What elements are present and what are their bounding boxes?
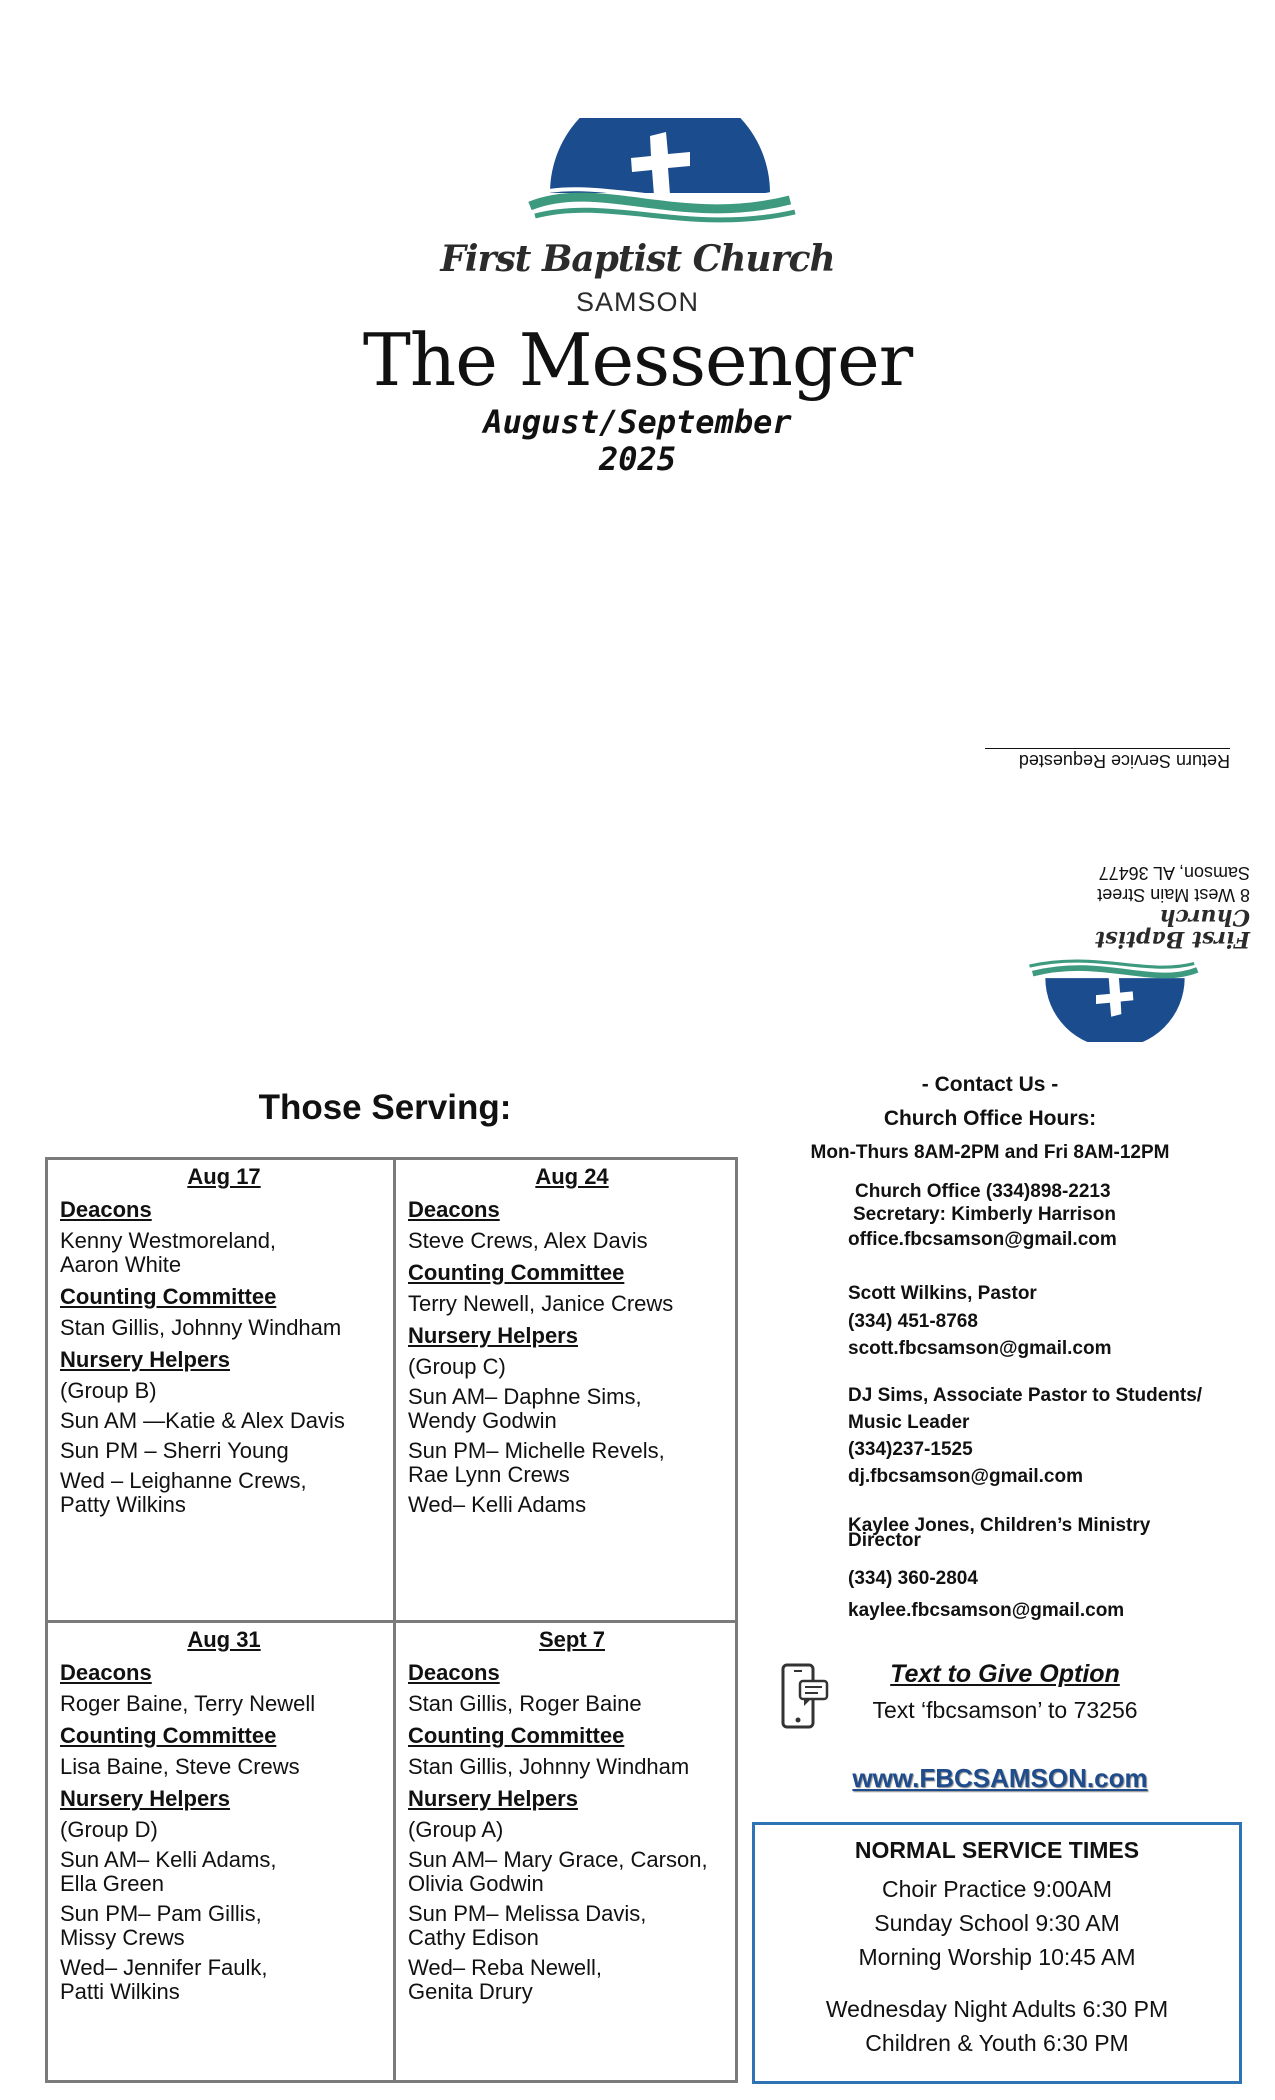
- children-director-title: Kaylee Jones, Children’s Ministry: [848, 1515, 1151, 1536]
- nursery-wed: Wed– Jennifer Faulk, Patti Wilkins: [60, 1955, 268, 2004]
- week-date: Aug 17: [187, 1164, 261, 1189]
- church-logo: [510, 118, 810, 243]
- deacons-names: Stan Gillis, Roger Baine: [408, 1691, 642, 1716]
- office-hours: Mon-Thurs 8AM-2PM and Fri 8AM-12PM: [810, 1142, 1170, 1163]
- pastor-phone: (334) 451-8768: [848, 1311, 978, 1332]
- nursery-sun-pm: Sun PM– Melissa Davis, Cathy Edison: [408, 1901, 647, 1950]
- week-date: Sept 7: [538, 1627, 606, 1652]
- service-line: Sunday School 9:30 AM: [874, 1910, 1120, 1936]
- week-cell-sept-7: [396, 1623, 736, 2004]
- deacons-names: Steve Crews, Alex Davis: [408, 1228, 648, 1253]
- pastor-email[interactable]: scott.fbcsamson@gmail.com: [848, 1338, 1112, 1359]
- office-hours-label: Church Office Hours:: [883, 1107, 1097, 1130]
- nursery-group: (Group B): [60, 1378, 157, 1403]
- pastor-name: Scott Wilkins, Pastor: [848, 1283, 1037, 1304]
- secretary: Secretary: Kimberly Harrison: [853, 1204, 1116, 1225]
- nursery-group: (Group C): [408, 1354, 506, 1379]
- website-link[interactable]: www.FBCSAMSON.com: [852, 1763, 1148, 1793]
- nursery-wed: Wed– Reba Newell, Genita Drury: [408, 1955, 603, 2004]
- newsletter-title: The Messenger: [362, 318, 913, 402]
- nursery-group: (Group A): [408, 1817, 504, 1842]
- service-line: Morning Worship 10:45 AM: [858, 1944, 1136, 1970]
- deacons-label: Deacons: [408, 1660, 500, 1685]
- office-email[interactable]: office.fbcsamson@gmail.com: [848, 1229, 1117, 1250]
- nursery-sun-pm: Sun PM– Pam Gillis, Missy Crews: [60, 1901, 262, 1950]
- nursery-sun-pm: Sun PM – Sherri Young: [60, 1438, 289, 1463]
- return-street: 8 West Main Street: [1097, 885, 1250, 905]
- week-date: Aug 31: [187, 1627, 261, 1652]
- serving-schedule-grid: [45, 1157, 738, 2083]
- text-to-give-title: Text to Give Option: [890, 1660, 1120, 1688]
- nursery-sun-pm: Sun PM– Michelle Revels, Rae Lynn Crews: [408, 1438, 665, 1487]
- phone-message-icon: [780, 1663, 830, 1731]
- contact-heading: - Contact Us -: [921, 1073, 1059, 1096]
- nursery-label: Nursery Helpers: [60, 1786, 230, 1811]
- counting-names: Stan Gillis, Johnny Windham: [408, 1754, 690, 1779]
- assoc-pastor-title-line2: Music Leader: [848, 1412, 970, 1433]
- church-logo-small: [1020, 930, 1210, 1042]
- nursery-sun-am: Sun AM– Kelli Adams, Ella Green: [60, 1847, 277, 1896]
- children-director-email[interactable]: kaylee.fbcsamson@gmail.com: [848, 1600, 1125, 1621]
- service-line: Wednesday Night Adults 6:30 PM: [825, 1996, 1169, 2022]
- nursery-group: (Group D): [60, 1817, 158, 1842]
- week-cell-aug-31: [48, 1623, 388, 2004]
- deacons-label: Deacons: [408, 1197, 500, 1222]
- church-name: First Baptist Church: [440, 238, 835, 280]
- nursery-label: Nursery Helpers: [60, 1347, 230, 1372]
- counting-label: Counting Committee: [408, 1260, 625, 1285]
- deacons-label: Deacons: [60, 1197, 152, 1222]
- issue-year: 2025: [598, 440, 677, 478]
- assoc-pastor-email[interactable]: dj.fbcsamson@gmail.com: [848, 1466, 1083, 1487]
- children-director-phone: (334) 360-2804: [848, 1568, 978, 1589]
- counting-label: Counting Committee: [408, 1723, 625, 1748]
- text-to-give-instruction: Text ‘fbcsamson’ to 73256: [872, 1697, 1138, 1723]
- nursery-wed: Wed – Leighanne Crews, Patty Wilkins: [60, 1468, 307, 1517]
- issue-month: August/September: [483, 403, 792, 441]
- week-cell-aug-17: [48, 1160, 388, 1517]
- counting-names: Lisa Baine, Steve Crews: [60, 1754, 300, 1779]
- assoc-pastor-title: DJ Sims, Associate Pastor to Students/: [848, 1385, 1203, 1406]
- church-town: SAMSON: [575, 287, 700, 317]
- office-phone: Church Office (334)898-2213: [855, 1181, 1111, 1202]
- service-line: Choir Practice 9:00AM: [881, 1876, 1113, 1902]
- service-times-box: [752, 1822, 1242, 2084]
- return-service-requested: Return Service Requested: [985, 748, 1230, 771]
- counting-label: Counting Committee: [60, 1723, 277, 1748]
- counting-names: Stan Gillis, Johnny Windham: [60, 1315, 342, 1340]
- serving-heading: Those Serving:: [258, 1088, 512, 1127]
- service-line: Children & Youth 6:30 PM: [865, 2030, 1129, 2056]
- week-cell-aug-24: [396, 1160, 736, 1517]
- nursery-sun-am: Sun AM– Daphne Sims, Wendy Godwin: [408, 1384, 642, 1433]
- week-date: Aug 24: [535, 1164, 609, 1189]
- return-church-name: First Baptist Church: [1094, 904, 1250, 952]
- return-city: Samson, AL 36477: [1098, 863, 1250, 883]
- nursery-sun-am: Sun AM —Katie & Alex Davis: [60, 1408, 345, 1433]
- nursery-sun-am: Sun AM– Mary Grace, Carson, Olivia Godwin: [408, 1847, 708, 1896]
- deacons-label: Deacons: [60, 1660, 152, 1685]
- deacons-names: Roger Baine, Terry Newell: [60, 1691, 316, 1716]
- counting-label: Counting Committee: [60, 1284, 277, 1309]
- deacons-names: Kenny Westmoreland, Aaron White: [60, 1228, 277, 1277]
- children-director-title-line2: Director: [848, 1530, 921, 1551]
- nursery-wed: Wed– Kelli Adams: [408, 1492, 587, 1517]
- assoc-pastor-phone: (334)237-1525: [848, 1439, 973, 1460]
- service-times-title: NORMAL SERVICE TIMES: [854, 1837, 1140, 1863]
- nursery-label: Nursery Helpers: [408, 1323, 578, 1348]
- counting-names: Terry Newell, Janice Crews: [408, 1291, 674, 1316]
- nursery-label: Nursery Helpers: [408, 1786, 578, 1811]
